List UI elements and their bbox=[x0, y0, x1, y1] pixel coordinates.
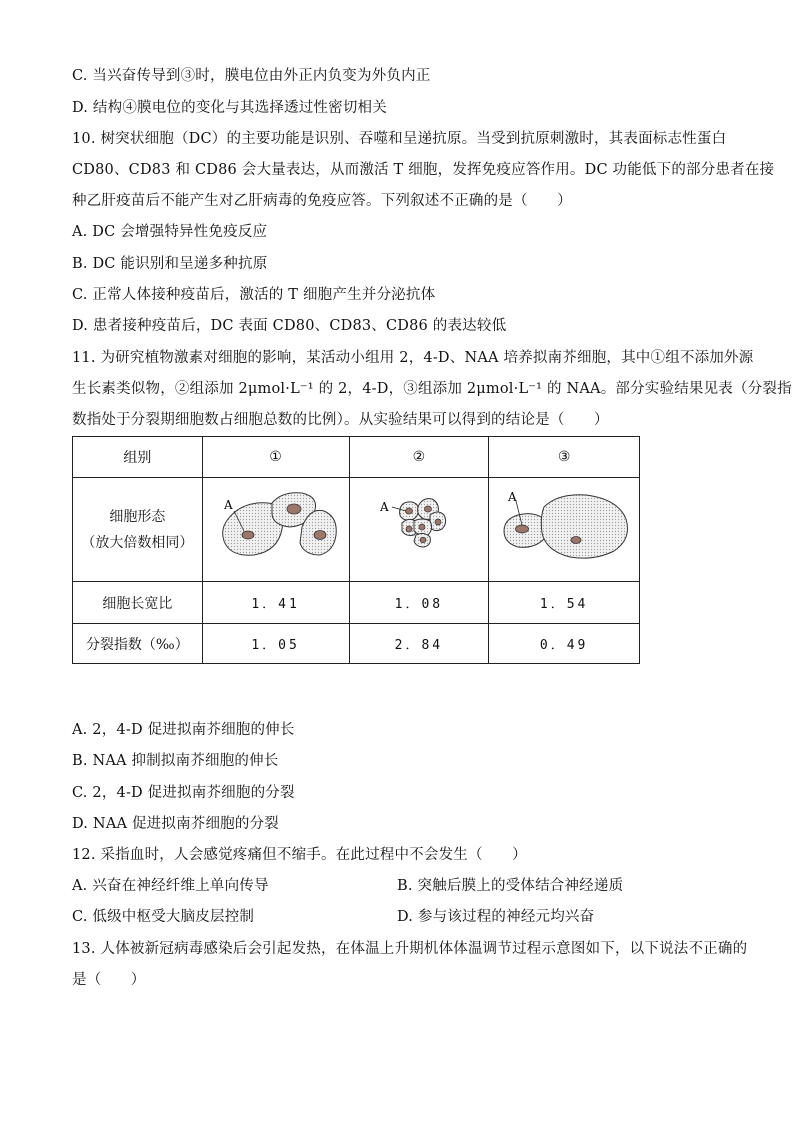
q11-option-c: C. 2，4-D 促进拟南芥细胞的分裂 bbox=[72, 785, 295, 801]
q11-option-d: D. NAA 促进拟南芥细胞的分裂 bbox=[72, 816, 279, 832]
table-row-morphology bbox=[73, 478, 640, 582]
cell-label-a: A bbox=[379, 499, 389, 514]
q13-stem-line-1: 13. 人体被新冠病毒感染后会引起发热，在体温上升期机体体温调节过程示意图如下，以下说法不正确的 bbox=[72, 941, 748, 957]
cell-label-a: A bbox=[508, 489, 517, 504]
cells-group-3-illustration bbox=[494, 485, 634, 575]
aspect-ratio-group-3: 1．54 bbox=[489, 582, 640, 624]
table-row-aspect-ratio bbox=[73, 582, 640, 624]
mitotic-index-group-3: 0．49 bbox=[489, 624, 640, 664]
q12-option-c: C. 低级中枢受大脑皮层控制 bbox=[72, 909, 255, 925]
mitotic-index-group-1: 1．05 bbox=[202, 624, 349, 664]
q11-stem-line-2: 生长素类似物，②组添加 2μmol·L⁻¹ 的 2，4-D，③组添加 2μmol·L⁻¹ 的 NAA。部分实验结果见表（分裂指 bbox=[72, 381, 792, 397]
q10-option-a: A. DC 会增强特异性免疫反应 bbox=[72, 224, 268, 240]
header-group-1: ① bbox=[202, 437, 349, 478]
mitotic-index-label: 分裂指数（‰） bbox=[73, 624, 203, 664]
nucleus bbox=[424, 506, 431, 512]
header-group-3: ③ bbox=[489, 437, 640, 478]
mitotic-index-group-2: 2．84 bbox=[349, 624, 489, 664]
nucleus bbox=[435, 519, 441, 525]
nucleus bbox=[406, 526, 412, 532]
q10-stem-line-1: 10. 树突状细胞（DC）的主要功能是识别、吞噬和呈递抗原。当受到抗原刺激时，其表面标志性蛋白 bbox=[72, 131, 727, 147]
table-row-mitotic-index bbox=[73, 624, 640, 664]
cell-drawing-group-2 bbox=[349, 478, 489, 582]
q11-stem-line-3: 数指处于分裂期细胞数占细胞总数的比例）。从实验结果可以得到的结论是（ ） bbox=[72, 412, 609, 428]
cell-label-a: A bbox=[223, 497, 233, 512]
header-group-2: ② bbox=[349, 437, 489, 478]
q10-option-d: D. 患者接种疫苗后，DC 表面 CD80、CD83、CD86 的表达较低 bbox=[72, 318, 507, 334]
table-header-row bbox=[73, 437, 640, 478]
nucleus bbox=[405, 508, 412, 514]
q11-stem-line-1: 11. 为研究植物激素对细胞的影响，某活动小组用 2，4-D、NAA 培养拟南芥细胞，其中①组不添加外源 bbox=[72, 350, 754, 366]
cell-drawing-group-3 bbox=[489, 478, 640, 582]
aspect-ratio-group-2: 1．08 bbox=[349, 582, 489, 624]
q13-stem-line-2: 是（ ） bbox=[72, 972, 146, 988]
q10-stem-line-3: 种乙肝疫苗后不能产生对乙肝病毒的免疫应答。下列叙述不正确的是（ ） bbox=[72, 193, 572, 209]
q10-option-b: B. DC 能识别和呈递多种抗原 bbox=[72, 256, 268, 272]
nucleus bbox=[419, 524, 425, 530]
q12-stem: 12. 采指血时，人会感觉疼痛但不缩手。在此过程中不会发生（ ） bbox=[72, 847, 527, 863]
q11-option-b: B. NAA 抑制拟南芥细胞的伸长 bbox=[72, 753, 279, 769]
nucleus bbox=[516, 525, 529, 533]
q9-option-c: C. 当兴奋传导到③时，膜电位由外正内负变为外负内正 bbox=[72, 68, 431, 84]
q12-option-b: B. 突触后膜上的受体结合神经递质 bbox=[397, 878, 624, 894]
cells-group-2-illustration bbox=[354, 485, 484, 575]
q12-option-a: A. 兴奋在神经纤维上单向传导 bbox=[72, 878, 269, 894]
aspect-ratio-group-1: 1．41 bbox=[202, 582, 349, 624]
morphology-label-line-2: （放大倍数相同） bbox=[81, 534, 194, 551]
header-group: 组别 bbox=[73, 437, 203, 478]
morphology-label-line-1: 细胞形态 bbox=[109, 508, 166, 525]
morphology-label bbox=[73, 478, 203, 582]
cell-shape bbox=[541, 494, 627, 557]
aspect-ratio-label: 细胞长宽比 bbox=[73, 582, 203, 624]
nucleus bbox=[571, 536, 581, 543]
results-table bbox=[72, 436, 640, 664]
q11-option-a: A. 2，4-D 促进拟南芥细胞的伸长 bbox=[72, 722, 295, 738]
nucleus bbox=[420, 537, 426, 543]
cell-drawing-group-1 bbox=[202, 478, 349, 582]
q9-option-d: D. 结构④膜电位的变化与其选择透过性密切相关 bbox=[72, 100, 387, 116]
cells-group-1-illustration bbox=[206, 485, 346, 575]
q10-stem-line-2: CD80、CD83 和 CD86 会大量表达，从而激活 T 细胞，发挥免疫应答作用。DC 功能低下的部分患者在接 bbox=[72, 162, 775, 178]
q12-option-d: D. 参与该过程的神经元均兴奋 bbox=[397, 909, 595, 925]
q10-option-c: C. 正常人体接种疫苗后，激活的 T 细胞产生并分泌抗体 bbox=[72, 287, 436, 303]
